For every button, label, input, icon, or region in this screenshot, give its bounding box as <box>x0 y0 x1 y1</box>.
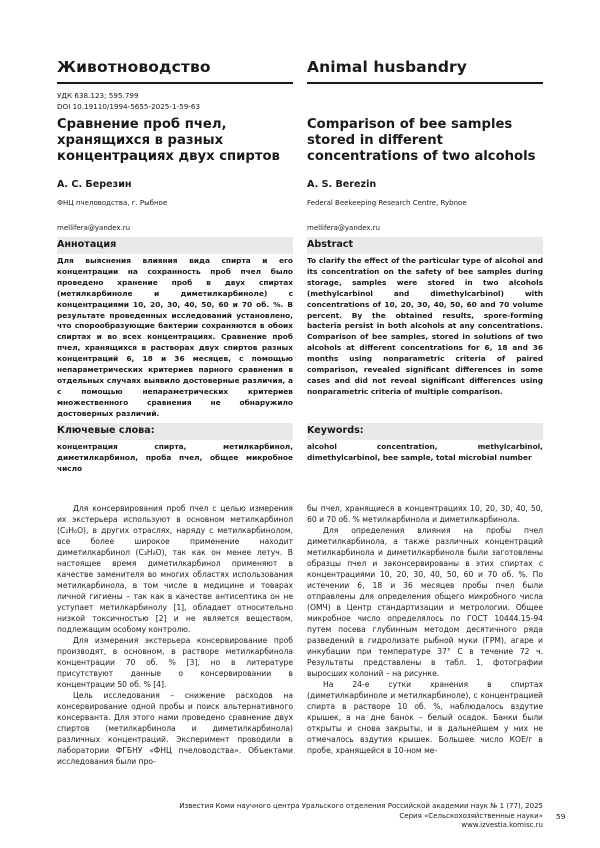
keywords-heading-ru: Ключевые слова: <box>57 425 155 436</box>
author-en: A. S. Berezin <box>307 179 377 190</box>
affiliation-en: Federal Beekeeping Research Centre, Rybnoe <box>307 199 467 207</box>
journal-site[interactable]: www.izvestia.komisc.ru <box>461 821 543 830</box>
keywords-heading-en: Keywords: <box>307 425 364 436</box>
journal-name: Известия Коми научного центра Уральского отделения Российской академии наук № 1 (77), 2025 <box>179 802 543 810</box>
body-column-right <box>307 503 543 756</box>
journal-series: Серия «Сельскохозяйственные науки» <box>399 811 543 820</box>
affiliation-ru: ФНЦ пчеловодства, г. Рыбное <box>57 199 168 207</box>
article-title-ru: Сравнение проб пчел, хранящихся в разных концентрациях двух спиртов <box>57 117 280 164</box>
body-paragraph: На 24-е сутки хранения в спиртах (диметилкарбиноле и метилкарбиноле), с концентрацией спирта в растворе 10 об. %, наблюдалось вздутие крышек, а на дне банок – белый осадок. Банки были открыты и снова закрыты, и в дальнейшем у них не отмечалось вздутия крышек. Большее число КОЕ/г в пробе, хранящейся в 10-ном ме- <box>307 680 543 755</box>
keywords-text-ru: концентрация спирта, метилкарбинол, диметилкарбинол, проба пчел, общее микробное число <box>57 442 293 473</box>
email-en[interactable]: mellifera@yandex.ru <box>307 224 381 232</box>
udk-code: УДК 638.123; 595.799 <box>57 91 139 100</box>
body-paragraph: Для определения влияния на пробы пчел диметилкарбинола, а также различных концентраций метилкарбинола и диметилкарбинола были заготовлены образцы пчел и законсервированы в этих спиртах с концентрациями 10, 20, 30, 40, 50, 60 и 70 об. %. По истечении 6, 18 и 36 месяцев пробы пчел были отправлены для определения общего микробного числа (ОМЧ) в Центр стандартизации и метрологии. Общее микробное число определялось по ГОСТ 10444.15-94 путем посева глубинным методом десятичного ряда разведений в гидролизате рыбной муки (ГРМ), агаре и инкубации при температуре 37° С в течение 72 ч. Результаты представлены в табл. 1, фотографии выросших колоний – на рисунке. <box>307 526 543 678</box>
section-title-ru: Животноводство <box>57 58 211 76</box>
author-ru: А. С. Березин <box>57 179 132 190</box>
email-ru[interactable]: mellifera@yandex.ru <box>57 224 131 232</box>
body-paragraph: Для измерения экстерьера консервирование проб производят, в основном, в растворе метилкарбинола концентрации 70 об. % [3], но в литературе присутствуют данные о консервировании в концентрации 50 об. % [4]. <box>57 636 293 689</box>
doi-link[interactable]: DOI 10.19110/1994-5655-2025-1-59-63 <box>57 102 201 111</box>
section-title-en: Animal husbandry <box>307 58 467 76</box>
abstract-heading-ru: Аннотация <box>57 239 117 250</box>
abstract-text-en: To clarify the effect of the particular type of alcohol and its concentration on the safety of bee samples during storage, samples were stored in two alcohols (methylcarbinol and dimethylcarbinol) with concentrations of 10, 20, 30, 40, 50, 60 and 70 volume percent. By the obtained results, spore-forming bacteria persist in both alcohols at any concentrations. Comparison of bee samples, stored in solutions of two alcohols at different concentrations for 6, 18 and 36 months using nonparametric criteria of paired comparison, revealed significant differences in some cases and did not reveal significant differences using nonparametric criteria of multiple comparison. <box>307 256 543 396</box>
abstract-band-ru <box>57 237 293 254</box>
abstract-text-ru: Для выяснения влияния вида спирта и его концентрации на сохранность проб пчел было проведено хранение проб в двух спиртах (метилкарбиноле и диметилкарбиноле) с концентрациями 10, 20, 30, 40, 50, 60 и 70 об. %. В результате проведенных исследований установлено, что спорообразующие бактерии сохраняются в обоих спиртах и во всех концентрациях. Сравнение проб пчел, хранящихся в растворах двух спиртов разных концентраций 6, 18 и 36 месяцев, с помощью непараметрических критериев парного сравнения в отдельных случаях выявило достоверные различия, а с помощью непараметрических критериев множественного сравнения не обнаружило достоверных различий. <box>57 256 293 418</box>
article-title-en: Comparison of bee samples stored in different concentrations of two alcohols <box>307 117 536 164</box>
section-rule-ru <box>57 82 293 84</box>
keywords-text-en: alcohol concentration, methylcarbinol, dimethylcarbinol, bee sample, total microbial number <box>307 442 543 462</box>
body-paragraph: Для консервирования проб пчел с целью измерения их экстерьера используют в основном метилкарбинол (C₂H₆O), в других отраслях, наряду с метилкарбинолом, все более широкое применение находит диметилкарбинол (C₃H₈O), так как он менее летуч. В настоящее время диметилкарбинол применяют в качестве заменителя во многих областях использования метилкарбинола, в том числе в медицине и товарах личной гигиены – так как в качестве антисептика он не уступает метилкарбинолу [1], обладает относительно низкой токсичностью [2] и не является веществом, подлежащим особому контролю. <box>57 504 293 634</box>
body-paragraph-continued: бы пчел, хранящиеся в концентрациях 10, 20, 30, 40, 50, 60 и 70 об. % метилкарбинола и диметилкарбинола. <box>307 504 543 524</box>
section-rule-en <box>307 82 543 84</box>
abstract-heading-en: Abstract <box>307 239 354 250</box>
journal-footer <box>140 802 543 831</box>
keywords-band-en <box>307 423 543 440</box>
abstract-band-en <box>307 237 543 254</box>
keywords-band-ru <box>57 423 293 440</box>
body-paragraph: Цель исследования – снижение расходов на консервирование одной пробы и поиск альтернативного консерванта. Для этого нами проведено сравнение двух спиртов (метилкарбинола и диметилкарбинола) различных концентраций. Эксперимент проводили в лаборатории ФГБНУ «ФНЦ пчеловодства». Объектами исследования были про- <box>57 691 293 766</box>
body-column-left <box>57 503 293 767</box>
page-number: 59 <box>556 812 566 821</box>
